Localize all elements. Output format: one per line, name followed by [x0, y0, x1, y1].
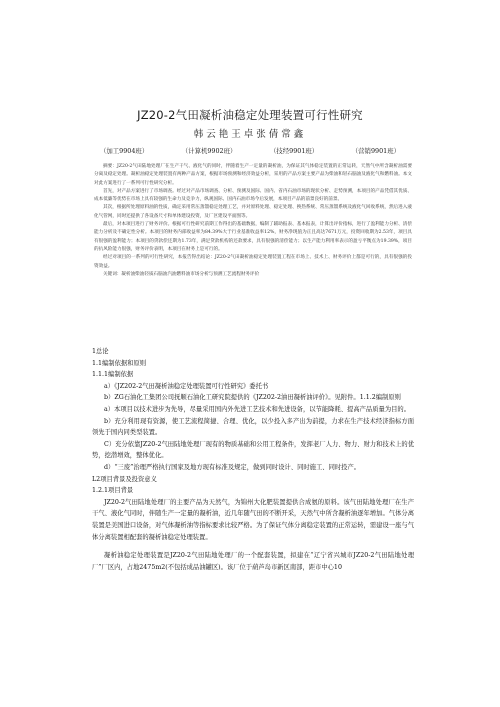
list-item: C）充分依靠JZ20-2气田陆地处理厂现有的物质基础和公用工程条件，发挥老厂人力、物力、财力和技术上的优势，挖潜增效，整体优化。	[92, 440, 414, 460]
abstract-paragraph: 经过对项目的一系列的可行性研究，本报告得出结论：JZ20-2气田凝析油稳定处理装置工程在市场上、技术上、财务评价上都是可行的，具有很强的投资效益。	[94, 255, 412, 269]
authors-line: 韩云艳王卓张倩常鑫	[193, 129, 307, 140]
body-text	[92, 346, 414, 573]
document-title: JZ20-2气田凝析油稳定处理装置可行性研究	[137, 108, 363, 122]
section-heading: 1.2.1项目背景	[92, 487, 134, 495]
abstract-paragraph: 最后，对本项目进行了财务评价。根据可行性研究前期工作得出的基础数据，编制了辅助报表、基本报表，计算出评价指标，进行了盈利能力分析、清偿能力分析及不确定性分析。本项目的财务内部收益率为84.39%大于行业基准收益率12%，财务净现值为正且高达7671万元，投资回收期为2.53年，项目具有很强的盈利能力；本项目的贷款偿还期为1.73年，满足贷款机构的还款要求，具有很强的清偿能力；以生产能力利用率表示的盈亏平衡点为19.39%，项目的抗风险能力很强，财务评价表明，本项目在财务上是可行的。	[94, 222, 412, 252]
keywords: 关键词：凝析油柴油轻质石脑油汽油燃料油市场分析与预测工艺流程财务评价	[103, 271, 260, 277]
section-heading: 1.1.1编制依据	[92, 371, 134, 379]
list-item: a）本项目以技术进步为先导，尽量采用国内外先进工艺技术和先进设备，以节能降耗、提高产品质量为目的。	[104, 405, 411, 413]
class-affiliation: （计算机9902班）	[181, 147, 237, 155]
list-item: b）充分利用现有资源，使工艺流程简捷、合理、优化，以少投入多产出为前提，力求在生产技术经济指标方面领先于国内同类型装置。	[92, 417, 414, 437]
class-affiliation: （技经9901班）	[269, 147, 319, 155]
abstract-paragraph: 其次，根据所处理原料油的性质，确定采用常压蒸馏稳定处理工艺，并对原料处理、稳定处理、换热系统、常压蒸馏系统及液化气回收系统，然后进入液化气管网，同时还提供了各设备尺寸和单体建设投资，及厂区建设平面图等。	[94, 205, 412, 219]
abstract-block	[94, 163, 412, 279]
body-paragraph: 凝析油稳定处理装置是JZ20-2气田陆地处理厂的一个配套装置，拟建在“辽宁省兴城市JZ20-2气田陆地处理厂”厂区内，占地2475m2(不包括成品油罐区)。该厂位于葫芦岛市新区南部，距市中心10	[92, 552, 414, 571]
class-affiliations	[100, 146, 400, 155]
abstract-paragraph: 摘要：JZ20-2气田陆地处理厂在生产干气、液化气的同时，伴随着生产一定量的凝析油，为保证其气体稳定装置的正常运转，天然气中所含凝析油需要分离及稳定处理。凝析油稳定处理装置有两种产品方案，根据市场预测和经济效益分析，采用的产品方案主要产品为柴油和轻石脑油及液化气和燃料油。本文对此方案进行了一系列可行性研究分析。	[94, 164, 412, 186]
body-paragraph: JZ20-2气田陆地处理厂的主要产品为天然气，为锦州大化肥装置提供合成氨的原料。该气田陆地处理厂在生产干气、液化气同时，伴随生产一定量的凝析油，近几年随气田的不断开采，天然气中所含凝析油逐年增加。气体分离装置是美国进口设备，对气体凝析油等指标要求比较严格。为了保证气体分离稳定装置的正常运转，需建设一座与气体分离装置相配套的凝析油稳定处理装置。	[92, 498, 414, 541]
class-affiliation: （加工9904班）	[100, 147, 149, 155]
section-heading: 1总论	[92, 348, 109, 355]
section-heading: L2项目背景及投资意义	[92, 475, 157, 483]
abstract-paragraph: 首先，对产品方案进行了市场调查。经过对产品市场调查、分析、预测及国际、国内、省内石油市场的现状分析、走势预测，本项目的产品凭借其优质、成本低廉等优势在市场上具有较强的生命力及竞争力，纵观国际、国内石油市场今后发展，本项目产品的前景良好的前景。	[94, 188, 412, 203]
list-item: a）《JZ202-2气田凝析油稳定处理装置可行性研究》委托书	[104, 382, 269, 390]
list-item: b）ZG石油化工集团公司抚顺石油化工研究院提供的《JZ202-2油田凝析油评价》。见附件。1.1.2编制原则	[104, 394, 401, 402]
class-affiliation: （营销9901班）	[351, 147, 400, 155]
section-heading: 1.1编制依据和原则	[92, 359, 147, 367]
list-item: d）“三废”治理严格执行国家及地方现有标准及规定，做到同时设计、同时施工、同时投产。	[104, 463, 361, 471]
